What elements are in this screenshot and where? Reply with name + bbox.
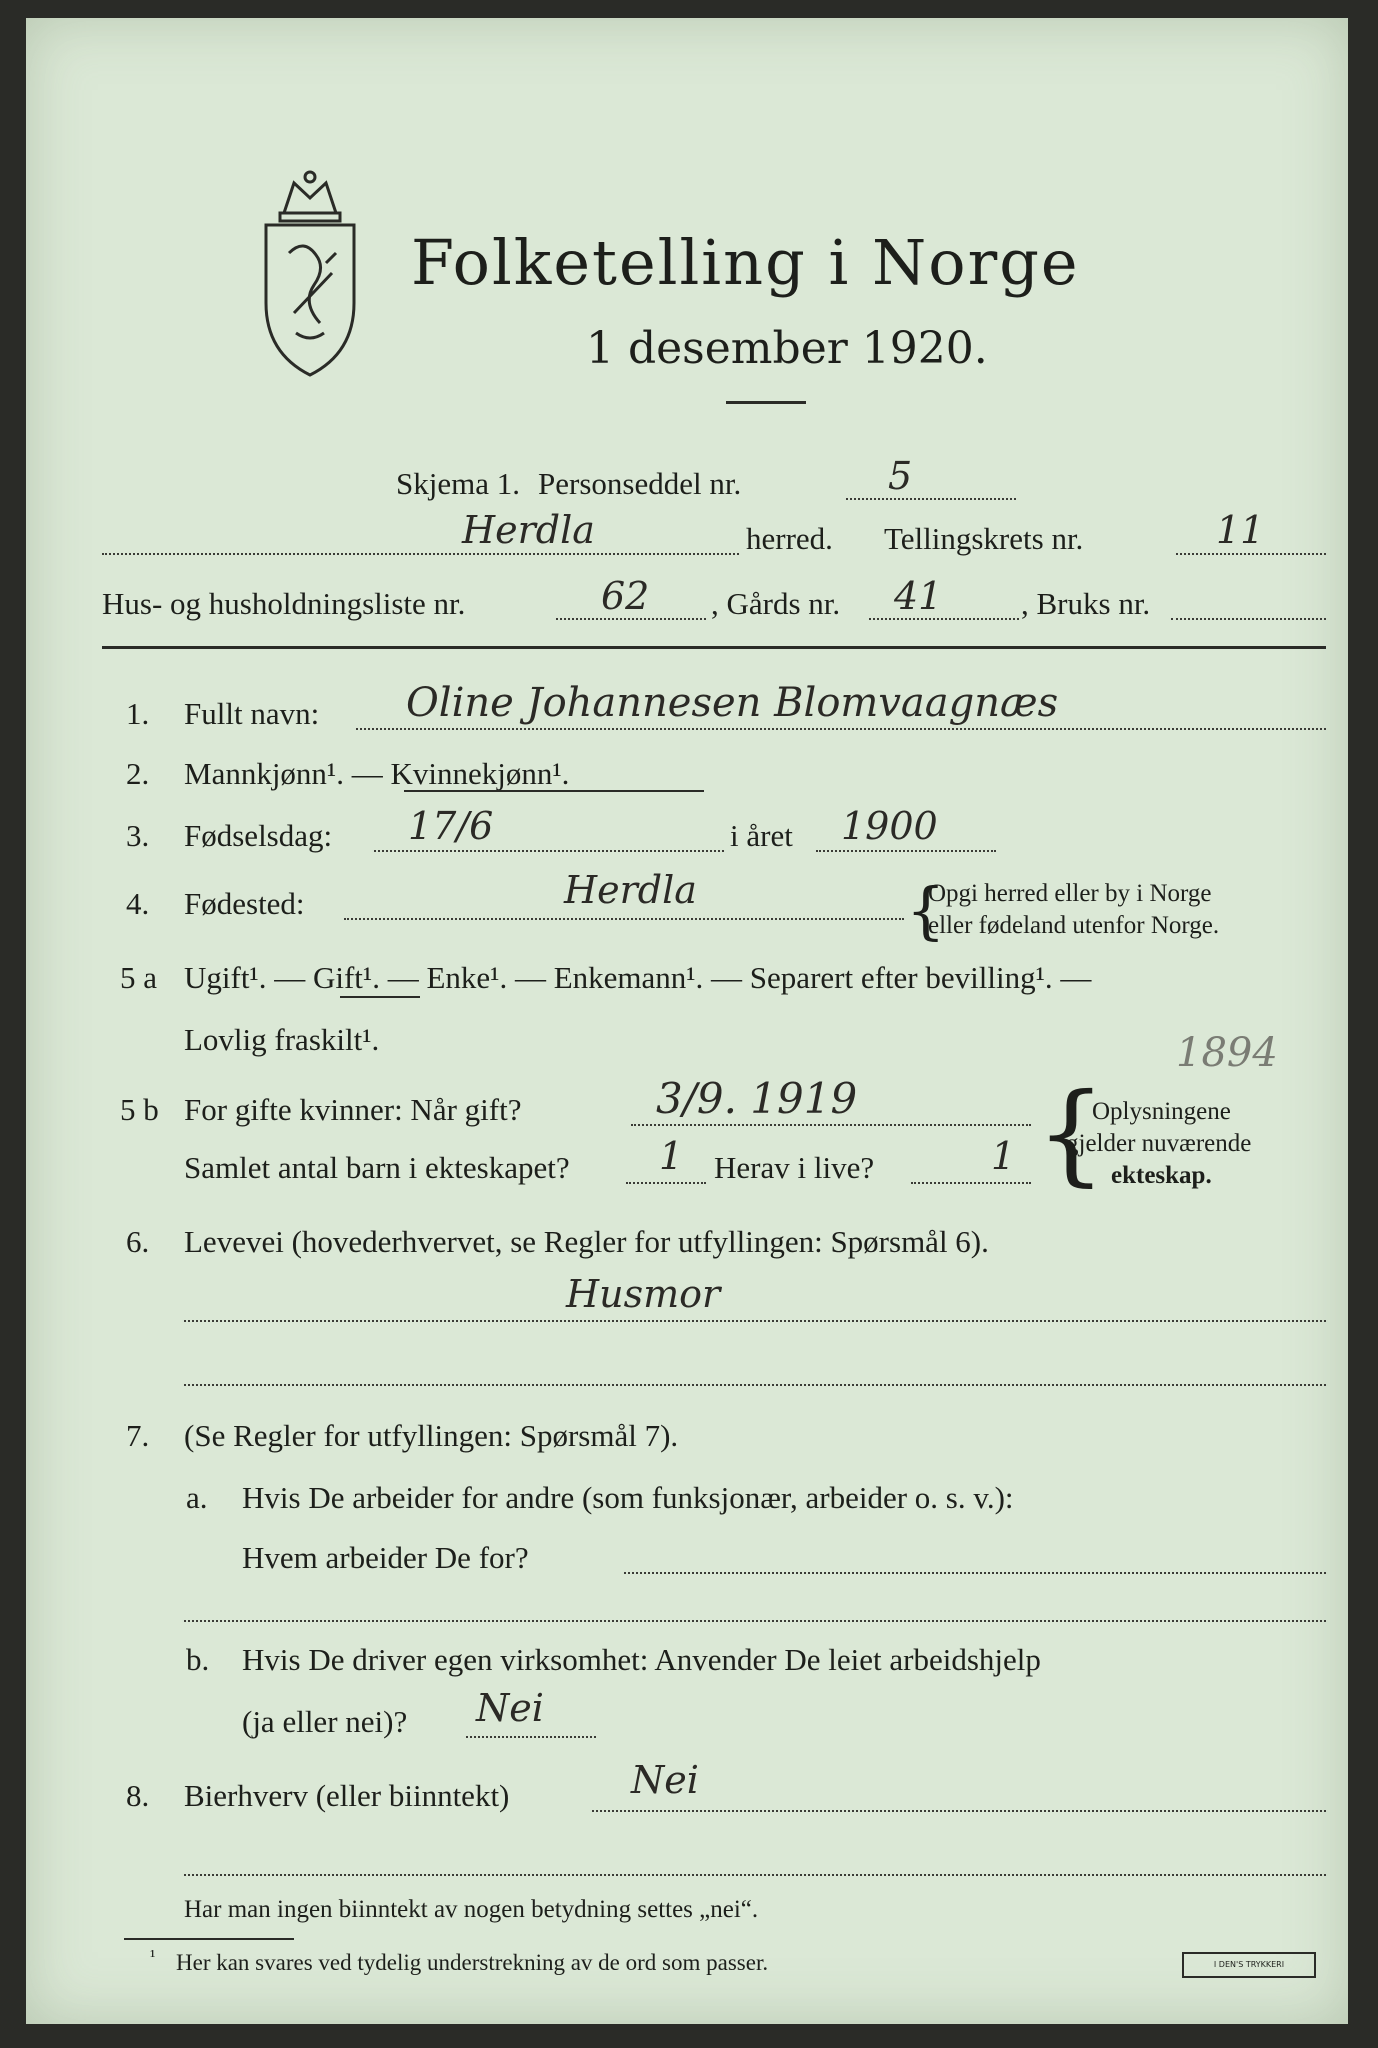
form-subtitle: 1 desember 1920. <box>586 323 988 374</box>
q5b-note-line1: Oplysningene <box>1092 1098 1231 1125</box>
q1-label: Fullt navn: <box>184 696 320 731</box>
q4-number: 4. <box>126 886 150 921</box>
hus-label: Hus- og husholdningsliste nr. <box>102 586 466 621</box>
q4-note-line2: eller fødeland utenfor Norge. <box>928 912 1220 939</box>
q5b-brace: { <box>1036 1069 1106 1197</box>
q6-line1 <box>184 1320 1326 1322</box>
q7a-number: a. <box>186 1480 208 1515</box>
q8-label: Bierhverv (eller biinntekt) <box>184 1778 510 1813</box>
q5b-children-label: Samlet antal barn i ekteskapet? <box>184 1150 570 1185</box>
q3-line <box>374 850 724 852</box>
q7a-line <box>624 1572 1326 1574</box>
printer-stamp: I DEN'S TRYKKERI <box>1182 1952 1316 1978</box>
q7b-line <box>466 1736 596 1738</box>
q7a-line1: Hvis De arbeider for andre (som funksjonær, arbeider o. s. v.): <box>242 1480 1014 1515</box>
hus-value: 62 <box>601 574 650 618</box>
q8-line <box>592 1810 1326 1812</box>
personseddel-value: 5 <box>888 454 913 498</box>
q7-number: 7. <box>126 1418 150 1453</box>
census-form <box>26 18 1348 2024</box>
bruks-line <box>1171 618 1326 620</box>
tellingskrets-value: 11 <box>1216 508 1265 552</box>
q5b-number: 5 b <box>120 1092 159 1127</box>
birthplace-value: Herdla <box>564 868 697 912</box>
full-name-value: Oline Johannesen Blomvaagnæs <box>406 680 1059 726</box>
q3-label: Fødselsdag: <box>184 818 333 853</box>
married-date-value: 3/9. 1919 <box>656 1074 858 1123</box>
q4-label: Fødested: <box>184 886 305 921</box>
gards-value: 41 <box>894 574 943 618</box>
q5b-note-line2: gjelder nuværende <box>1066 1130 1252 1157</box>
herred-label: herred. <box>746 521 833 556</box>
q1-line <box>356 728 1326 730</box>
occupation-value: Husmor <box>566 1272 721 1316</box>
q5b-alive-label: Herav i live? <box>714 1150 875 1185</box>
personseddel-label: Personseddel nr. <box>538 466 742 501</box>
alive-count-value: 1 <box>991 1134 1016 1178</box>
herred-line <box>102 553 739 555</box>
gender-underline <box>404 790 704 792</box>
q6-label: Levevei (hovederhvervet, se Regler for utfyllingen: Spørsmål 6). <box>184 1224 989 1259</box>
q7b-number: b. <box>186 1642 210 1677</box>
q5a-options-line1: Ugift¹. — Gift¹. — Enke¹. — Enkemann¹. — Separert efter bevilling¹. — <box>184 960 1092 995</box>
personseddel-line <box>846 498 1016 500</box>
q4-line <box>344 918 904 920</box>
q8-extra-line <box>184 1874 1326 1876</box>
alive-line <box>911 1182 1031 1184</box>
birth-year-value: 1900 <box>841 804 938 848</box>
bruks-label: , Bruks nr. <box>1021 586 1151 621</box>
title-divider <box>726 401 806 404</box>
side-income-value: Nei <box>631 1758 699 1802</box>
q8-number: 8. <box>126 1778 150 1813</box>
footnote-mark: ¹ <box>150 1946 156 1966</box>
q4-brace: { <box>906 874 946 947</box>
hired-help-value: Nei <box>476 1686 544 1730</box>
q5b-note-line3: ekteskap. <box>1111 1162 1212 1189</box>
q5a-options-line2: Lovlig fraskilt¹. <box>184 1022 380 1057</box>
coat-of-arms-icon <box>254 163 366 383</box>
header-divider <box>102 646 1326 649</box>
birth-date-value: 17/6 <box>408 804 494 848</box>
gards-label: , Gårds nr. <box>711 586 841 621</box>
gards-line <box>869 618 1019 620</box>
q2-gender-options: Mannkjønn¹. — Kvinnekjønn¹. <box>184 756 570 791</box>
herred-value: Herdla <box>462 508 595 552</box>
q7a-extra-line <box>184 1620 1326 1622</box>
footer-note: Har man ingen biinntekt av nogen betydning settes „nei“. <box>184 1896 759 1923</box>
footnote-text: Her kan svares ved tydelig understrekning av de ord som passer. <box>176 1950 769 1975</box>
children-line <box>626 1182 706 1184</box>
q1-number: 1. <box>126 696 150 731</box>
tellingskrets-label: Tellingskrets nr. <box>884 521 1084 556</box>
year-label: i året <box>730 818 793 853</box>
q5b-married-label: For gifte kvinner: Når gift? <box>184 1092 522 1127</box>
q3-number: 3. <box>126 818 150 853</box>
q6-number: 6. <box>126 1224 150 1259</box>
q7b-line1: Hvis De driver egen virksomhet: Anvender De leiet arbeidshjelp <box>242 1642 1041 1677</box>
year-line <box>816 850 996 852</box>
schema-label: Skjema 1. <box>396 466 520 501</box>
q7-label: (Se Regler for utfyllingen: Spørsmål 7). <box>184 1418 679 1453</box>
married-date-line <box>631 1124 1031 1126</box>
q2-number: 2. <box>126 756 150 791</box>
footnote-divider <box>124 1938 294 1940</box>
q7b-line2: (ja eller nei)? <box>242 1704 408 1739</box>
children-count-value: 1 <box>659 1134 684 1178</box>
form-title: Folketelling i Norge <box>411 226 1080 299</box>
hus-line <box>556 618 706 620</box>
q7a-line2: Hvem arbeider De for? <box>242 1540 529 1575</box>
tellingskrets-line <box>1176 553 1326 555</box>
q5a-number: 5 a <box>120 960 158 995</box>
margin-note-value: 1894 <box>1176 1030 1278 1076</box>
q6-line2 <box>184 1384 1326 1386</box>
q4-note-line1: Opgi herred eller by i Norge <box>928 880 1212 907</box>
gift-underline <box>340 996 420 998</box>
